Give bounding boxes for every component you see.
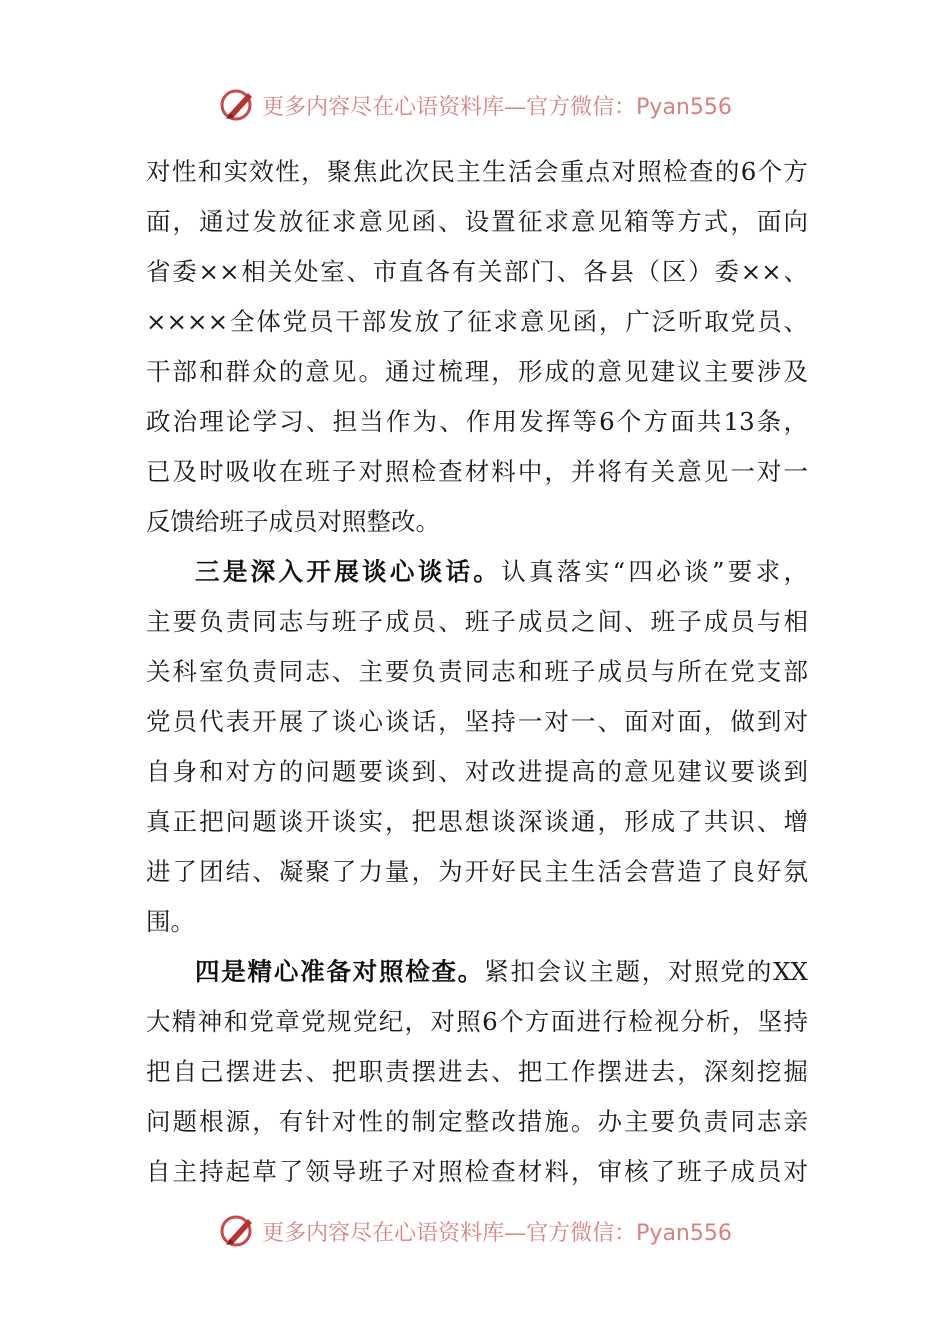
paragraph-heading: 三是深入开展谈心谈话。 xyxy=(195,557,502,586)
text-line: 问题根源，有针对性的制定整改措施。办主要负责同志亲 xyxy=(146,1107,808,1136)
paragraph-first-line xyxy=(146,547,808,597)
pen-logo-icon xyxy=(218,85,258,125)
text-line: 自主持起草了领导班子对照检查材料，审核了班子成员对 xyxy=(146,1157,808,1186)
text-line: 大精神和党章党规党纪，对照6个方面进行检视分析，坚持 xyxy=(146,1007,808,1036)
text-run: 认真落实“四必谈”要求， xyxy=(501,557,808,586)
document-body xyxy=(146,147,808,1197)
banner-text: 更多内容尽在心语资料库—官方微信：Pyan556 xyxy=(262,1220,732,1246)
text-line: 围。 xyxy=(146,907,195,936)
paragraph-heading: 四是精心准备对照检查。 xyxy=(195,957,485,986)
paragraph-1 xyxy=(146,147,808,547)
watermark-banner-bottom xyxy=(0,1208,950,1254)
pen-logo-icon xyxy=(218,1211,258,1251)
banner-text: 更多内容尽在心语资料库—官方微信：Pyan556 xyxy=(262,94,732,120)
paragraph-2 xyxy=(146,547,808,947)
text-line: 干部和群众的意见。通过梳理，形成的意见建议主要涉及 xyxy=(146,357,808,386)
text-line: 党员代表开展了谈心谈话，坚持一对一、面对面，做到对 xyxy=(146,707,808,736)
text-line: 政治理论学习、担当作为、作用发挥等6个方面共13条， xyxy=(146,407,808,436)
text-run: 紧扣会议主题，对照党的XX xyxy=(484,957,808,986)
text-line: 对性和实效性，聚焦此次民主生活会重点对照检查的6个方 xyxy=(146,157,808,186)
text-line: 把自己摆进去、把职责摆进去、把工作摆进去，深刻挖掘 xyxy=(146,1057,808,1086)
paragraph-3 xyxy=(146,947,808,1197)
text-line: 反馈给班子成员对照整改。 xyxy=(146,507,440,536)
text-line: 已及时吸收在班子对照检查材料中，并将有关意见一对一 xyxy=(146,457,808,486)
text-line: 关科室负责同志、主要负责同志和班子成员与所在党支部 xyxy=(146,657,808,686)
text-line: 真正把问题谈开谈实，把思想谈深谈通，形成了共识、增 xyxy=(146,807,808,836)
text-line: 自身和对方的问题要谈到、对改进提高的意见建议要谈到 xyxy=(146,757,808,786)
watermark-banner-top xyxy=(0,82,950,128)
text-line: ××××全体党员干部发放了征求意见函，广泛听取党员、 xyxy=(146,307,808,336)
paragraph-first-line xyxy=(146,947,808,997)
text-line: 面，通过发放征求意见函、设置征求意见箱等方式，面向 xyxy=(146,207,808,236)
text-line: 省委××相关处室、市直各有关部门、各县（区）委××、 xyxy=(146,257,808,286)
text-line: 进了团结、凝聚了力量，为开好民主生活会营造了良好氛 xyxy=(146,857,808,886)
text-line: 主要负责同志与班子成员、班子成员之间、班子成员与相 xyxy=(146,607,808,636)
